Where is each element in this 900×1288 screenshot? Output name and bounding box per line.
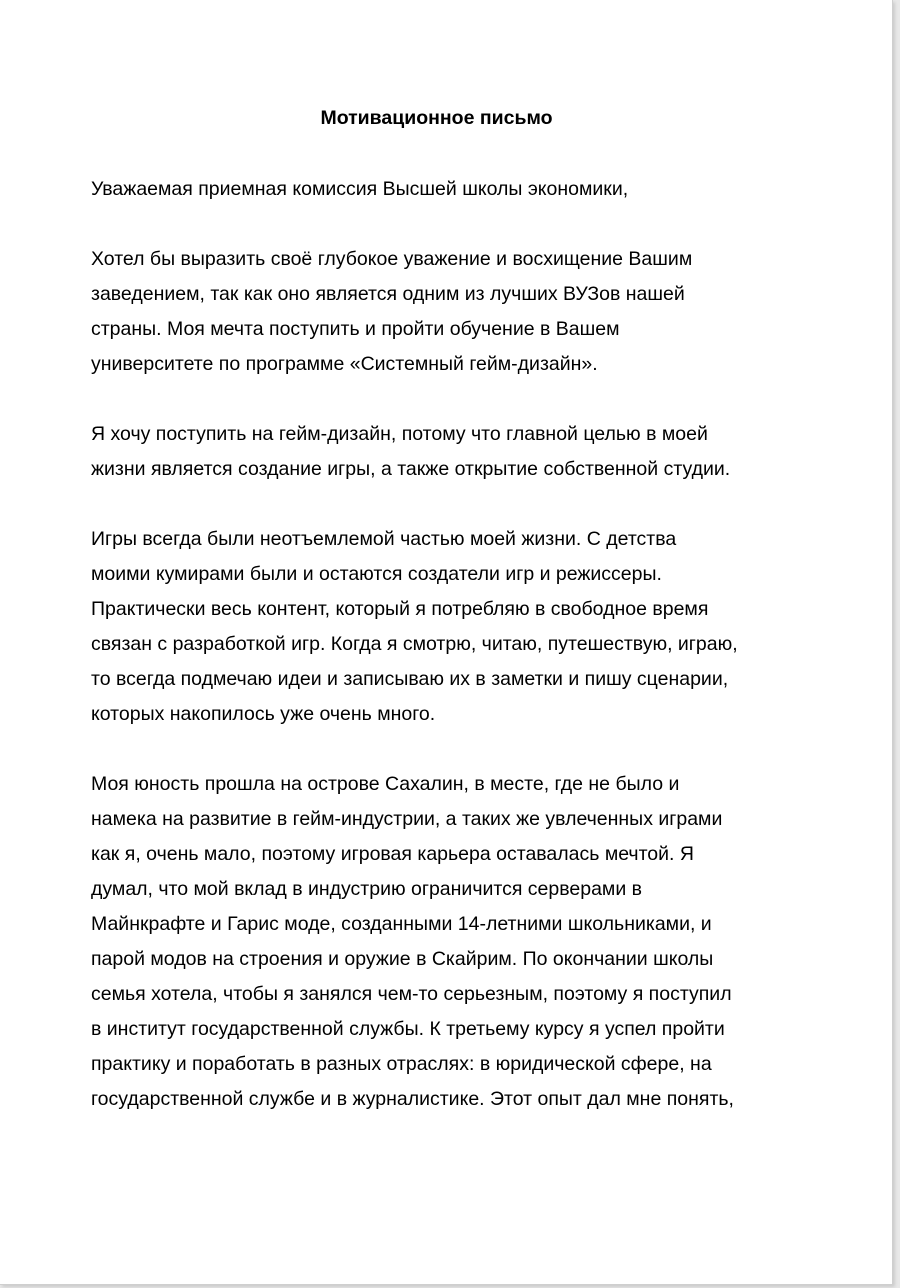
text-line: связан с разработкой игр. Когда я смотрю, читаю, путешествую, играю, xyxy=(91,633,738,655)
text-line: Хотел бы выразить своё глубокое уважение и восхищение Вашим xyxy=(91,248,693,270)
text-line: которых накопилось уже очень много. xyxy=(91,703,436,725)
text-line: Игры всегда были неотъемлемой частью моей жизни. С детства xyxy=(91,528,677,550)
text-line: в институт государственной службы. К третьему курсу я успел пройти xyxy=(91,1018,725,1040)
document-body xyxy=(91,172,811,1152)
text-line: намека на развитие в гейм-индустрии, а таких же увлеченных играми xyxy=(91,808,723,830)
text-line: семья хотела, чтобы я занялся чем-то серьезным, поэтому я поступил xyxy=(91,983,732,1005)
text-line: как я, очень мало, поэтому игровая карьера оставалась мечтой. Я xyxy=(91,843,694,865)
greeting xyxy=(91,172,811,207)
text-line: заведением, так как оно является одним из лучших ВУЗов нашей xyxy=(91,283,685,305)
text-line: жизни является создание игры, а также открытие собственной студии. xyxy=(91,458,731,480)
text-line: моими кумирами были и остаются создатели игр и режиссеры. xyxy=(91,563,662,585)
text-line: парой модов на строения и оружие в Скайрим. По окончании школы xyxy=(91,948,714,970)
text-line: государственной службе и в журналистике. Этот опыт дал мне понять, xyxy=(91,1088,734,1110)
text-line: университете по программе «Системный гейм-дизайн». xyxy=(91,353,598,375)
text-line: страны. Моя мечта поступить и пройти обучение в Вашем xyxy=(91,318,620,340)
paragraph-4 xyxy=(91,767,811,1117)
paragraph-1 xyxy=(91,242,811,382)
document-title: Мотивационное письмо xyxy=(320,107,553,129)
paragraph-3 xyxy=(91,522,811,732)
text-line: Уважаемая приемная комиссия Высшей школы экономики, xyxy=(91,178,629,200)
text-line: практику и поработать в разных отраслях: в юридической сфере, на xyxy=(91,1053,712,1075)
text-line: думал, что мой вклад в индустрию ограничится серверами в xyxy=(91,878,642,900)
text-line: Практически весь контент, который я потребляю в свободное время xyxy=(91,598,709,620)
text-line: Моя юность прошла на острове Сахалин, в месте, где не было и xyxy=(91,773,680,795)
text-line: Я хочу поступить на гейм-дизайн, потому что главной целью в моей xyxy=(91,423,708,445)
text-line: Майнкрафте и Гарис моде, созданными 14-летними школьниками, и xyxy=(91,913,712,935)
text-line: то всегда подмечаю идеи и записываю их в заметки и пишу сценарии, xyxy=(91,668,729,690)
paragraph-2 xyxy=(91,417,811,487)
